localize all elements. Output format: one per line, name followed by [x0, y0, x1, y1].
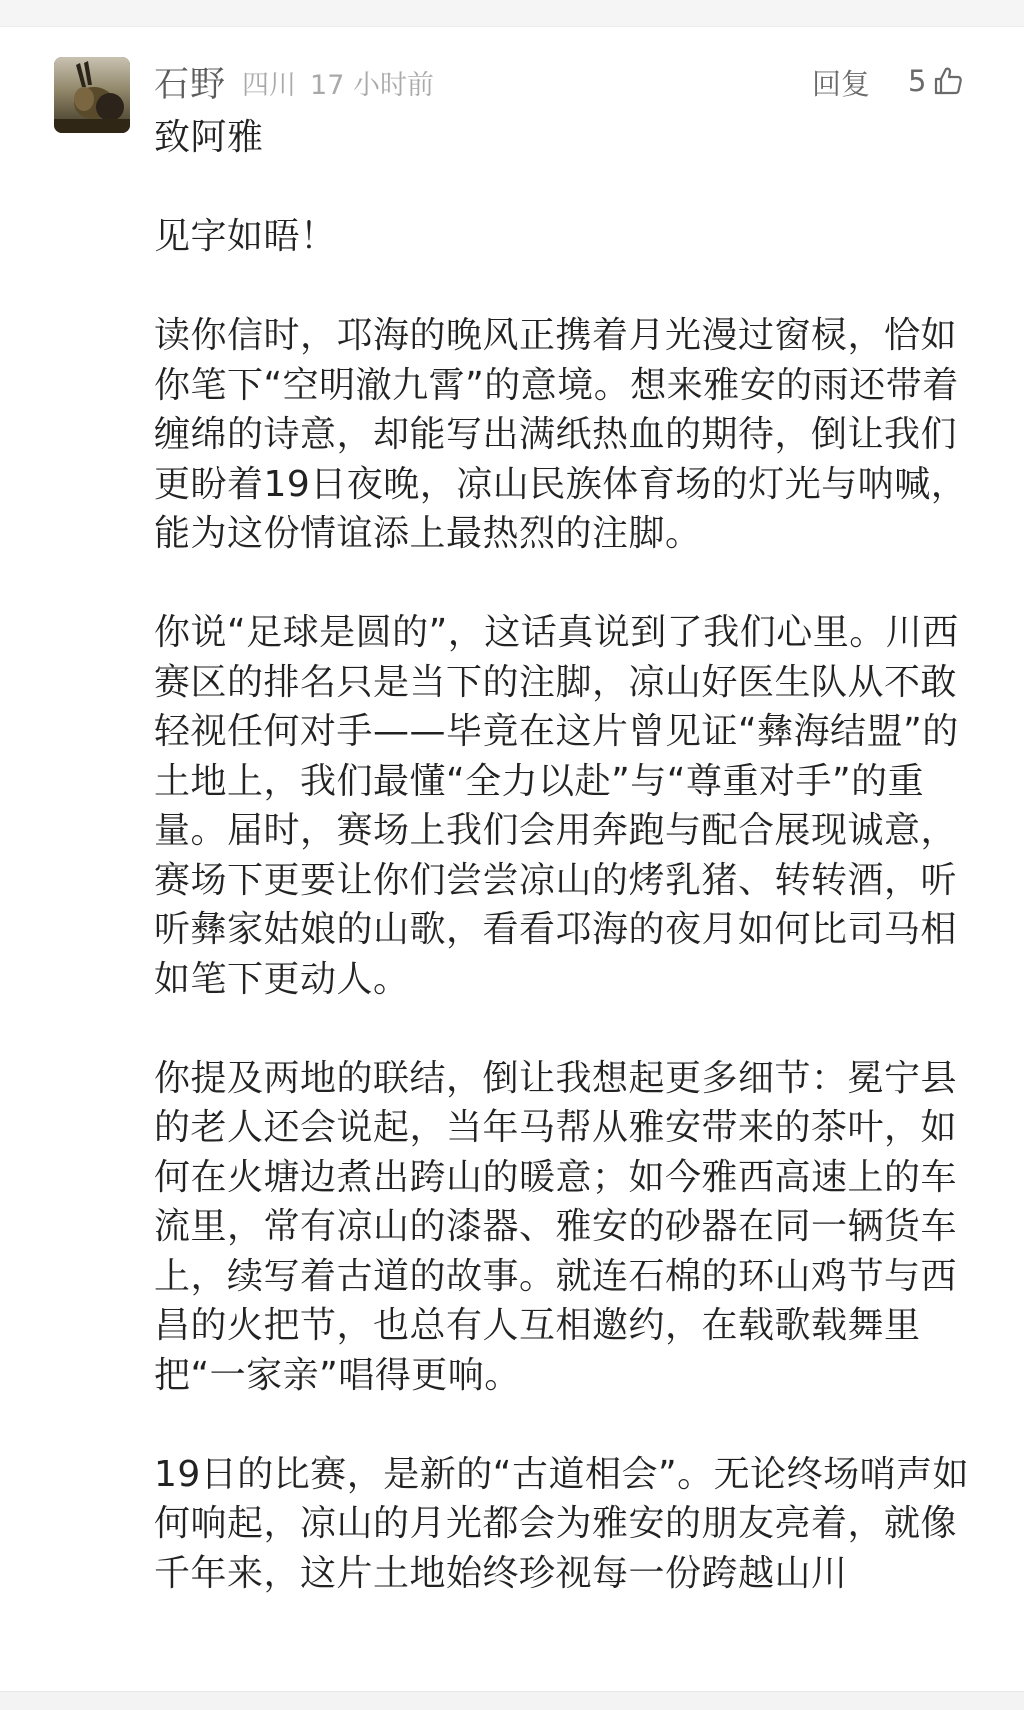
comment-header [154, 60, 448, 104]
paragraph: 读你信时，邛海的晚风正携着月光漫过窗棂，恰如你笔下“空明澈九霄”的意境。想来雅安的雨还带着缠绵的诗意，却能写出满纸热血的期待，倒让我们更盼着19日夜晚，凉山民族体育场的灯光与呐喊，能为这份情谊添上最热烈的注脚。 [154, 315, 968, 554]
top-bar [0, 0, 1024, 27]
thumbs-up-icon [932, 65, 964, 97]
comment-body [154, 113, 974, 1648]
paragraph: 你提及两地的联结，倒让我想起更多细节：冕宁县的老人还会说起，当年马帮从雅安带来的茶叶，如何在火塘边煮出跨山的暖意；如今雅西高速上的车流里，常有凉山的漆器、雅安的砂器在同一辆货车上，续写着古道的故事。就连石棉的环山鸡节与西昌的火把节，也总有人互相邀约，在载歌载舞里把“一家亲”唱得更响。 [154, 1057, 958, 1396]
paragraph: 19日的比赛，是新的“古道相会”。无论终场哨声如何响起，凉山的月光都会为雅安的朋友亮着，就像千年来，这片土地始终珍视每一份跨越山川 [154, 1453, 970, 1594]
comment-card [0, 26, 1024, 1710]
paragraph-greeting: 致阿雅 [154, 117, 264, 158]
avatar[interactable] [54, 57, 130, 133]
like-count: 5 [908, 64, 927, 98]
paragraph: 你说“足球是圆的”，这话真说到了我们心里。川西赛区的排名只是当下的注脚，凉山好医生队从不敢轻视任何对手——毕竟在这片曾见证“彝海结盟”的土地上，我们最懂“全力以赴”与“尊重对手”的重量。届时，赛场上我们会用奔跑与配合展现诚意，赛场下更要让你们尝尝凉山的烤乳猪、转转酒，听听彝家姑娘的山歌，看看邛海的夜月如何比司马相如笔下更动人。 [154, 612, 959, 1000]
bottom-edge [0, 1691, 1024, 1710]
like-button[interactable] [908, 59, 964, 103]
username[interactable]: 石野 [154, 65, 227, 105]
timestamp: 17 小时前 [310, 69, 434, 101]
reply-button[interactable]: 回复 [812, 67, 871, 101]
location-label: 四川 [242, 69, 297, 101]
user-avatar-photo [54, 57, 130, 133]
paragraph-salutation: 见字如晤！ [154, 216, 337, 257]
